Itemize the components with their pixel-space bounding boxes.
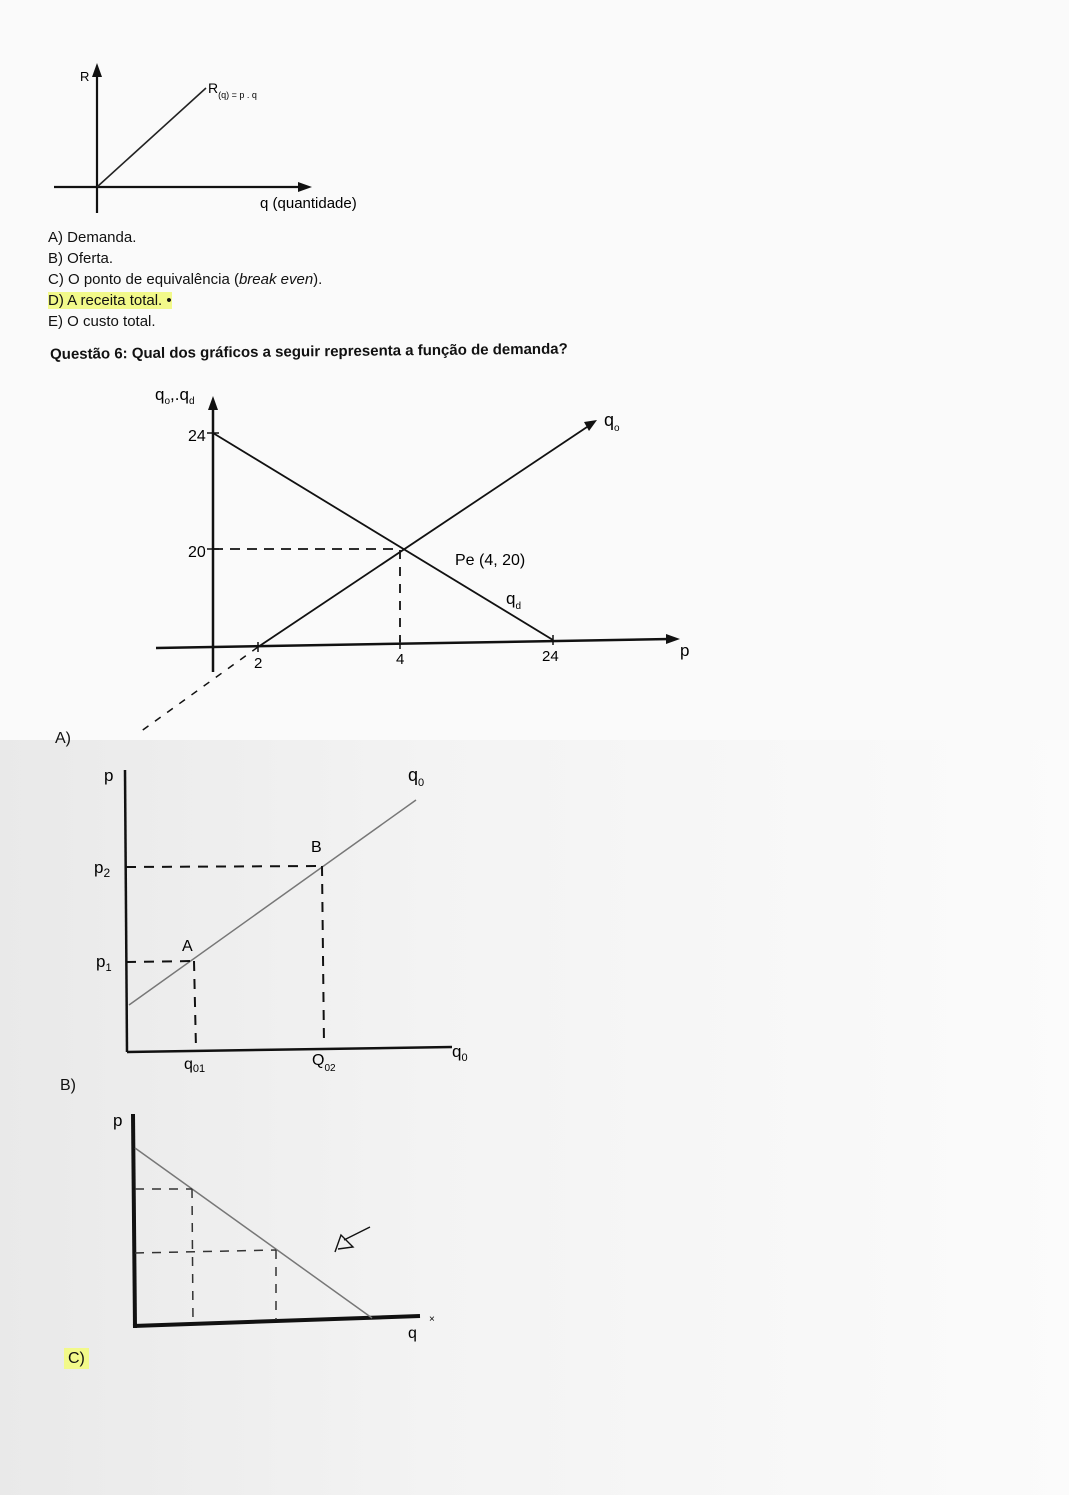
supply-curve-label: $q_o$ — [604, 410, 620, 434]
option-d — [48, 291, 172, 311]
a-y-arrow — [208, 396, 218, 410]
graph-c-demand — [100, 1100, 460, 1350]
c-h-dashed-2 — [135, 1250, 276, 1253]
option-a: A) Demanda. — [48, 229, 137, 246]
a-tick-label-24x: 24 — [542, 648, 559, 665]
quantity-axis-label: q (quantidade) — [260, 195, 357, 212]
highlighted-answer: D) A receita total. • — [48, 292, 172, 309]
b-point-a-label: A — [182, 938, 193, 955]
b-point-b-label: B — [311, 839, 322, 856]
b-p2-dashed — [126, 866, 322, 867]
b-p1-label: $p_1$ — [96, 952, 112, 974]
equilibrium-label: Pe (4, 20) — [455, 552, 526, 569]
demand-curve-label: $q_d$ — [506, 589, 522, 612]
b-x-axis — [127, 1047, 452, 1052]
c-x-axis — [133, 1316, 420, 1326]
c-demand-line — [135, 1148, 372, 1318]
b-curve-label: $q_0$ — [408, 765, 425, 789]
answer-label-b: B) — [60, 1077, 76, 1094]
b-q01-dashed — [194, 961, 196, 1049]
a-x-axis — [156, 639, 670, 648]
c-x-axis-label: q — [408, 1325, 417, 1342]
c-y-axis — [133, 1114, 135, 1328]
revenue-function-label: $R_{(q)} = p$ . q — [208, 80, 257, 100]
b-y-axis-label: p — [104, 766, 114, 785]
revenue-line — [97, 88, 206, 187]
b-q01-label: q01 — [184, 1056, 206, 1075]
supply-arrow — [584, 420, 597, 431]
supply-line — [258, 425, 590, 647]
b-q02-dashed — [322, 866, 324, 1045]
answer-label-c: C) — [64, 1350, 89, 1368]
c-stray-mark: × — [429, 1314, 435, 1325]
option-e: E) O custo total. — [48, 313, 156, 330]
b-x-axis-label: $q_0$ — [452, 1042, 468, 1064]
a-y-axis-label: $q_o,.q_d$ — [155, 385, 195, 407]
c-handwritten-mark — [335, 1227, 370, 1252]
a-x-arrow — [666, 634, 680, 644]
b-p1-dashed — [126, 961, 194, 962]
a-tick-label-20y: 20 — [188, 544, 206, 561]
r-axis-label: R — [80, 69, 90, 84]
r-y-arrow — [92, 63, 102, 77]
b-supply-line — [129, 800, 416, 1005]
graph-b-supply — [80, 755, 480, 1085]
revenue-graph — [40, 55, 400, 225]
answer-label-a: A) — [55, 730, 71, 747]
c-v-dashed-1 — [192, 1189, 193, 1322]
question-6-title: Questão 6: Qual dos gráficos a seguir representa a função de demanda? — [50, 340, 568, 363]
supply-extension-dashed — [140, 647, 258, 732]
b-y-axis — [125, 770, 127, 1052]
demand-line — [213, 433, 553, 640]
option-b: B) Oferta. — [48, 250, 114, 267]
option-c: C) O ponto de equivalência (break even). — [48, 271, 323, 288]
c-y-axis-label: p — [113, 1111, 123, 1130]
r-x-arrow — [298, 182, 312, 192]
b-p2-label: $p_2$ — [94, 858, 111, 880]
a-tick-label-4x: 4 — [396, 651, 405, 668]
a-tick-label-2x: 2 — [254, 655, 263, 672]
graph-a-supply-demand — [130, 380, 710, 740]
a-x-axis-label: p — [680, 641, 690, 660]
a-tick-label-24y: 24 — [188, 428, 206, 445]
b-q02-label: $Q_{02}$ — [312, 1052, 336, 1074]
